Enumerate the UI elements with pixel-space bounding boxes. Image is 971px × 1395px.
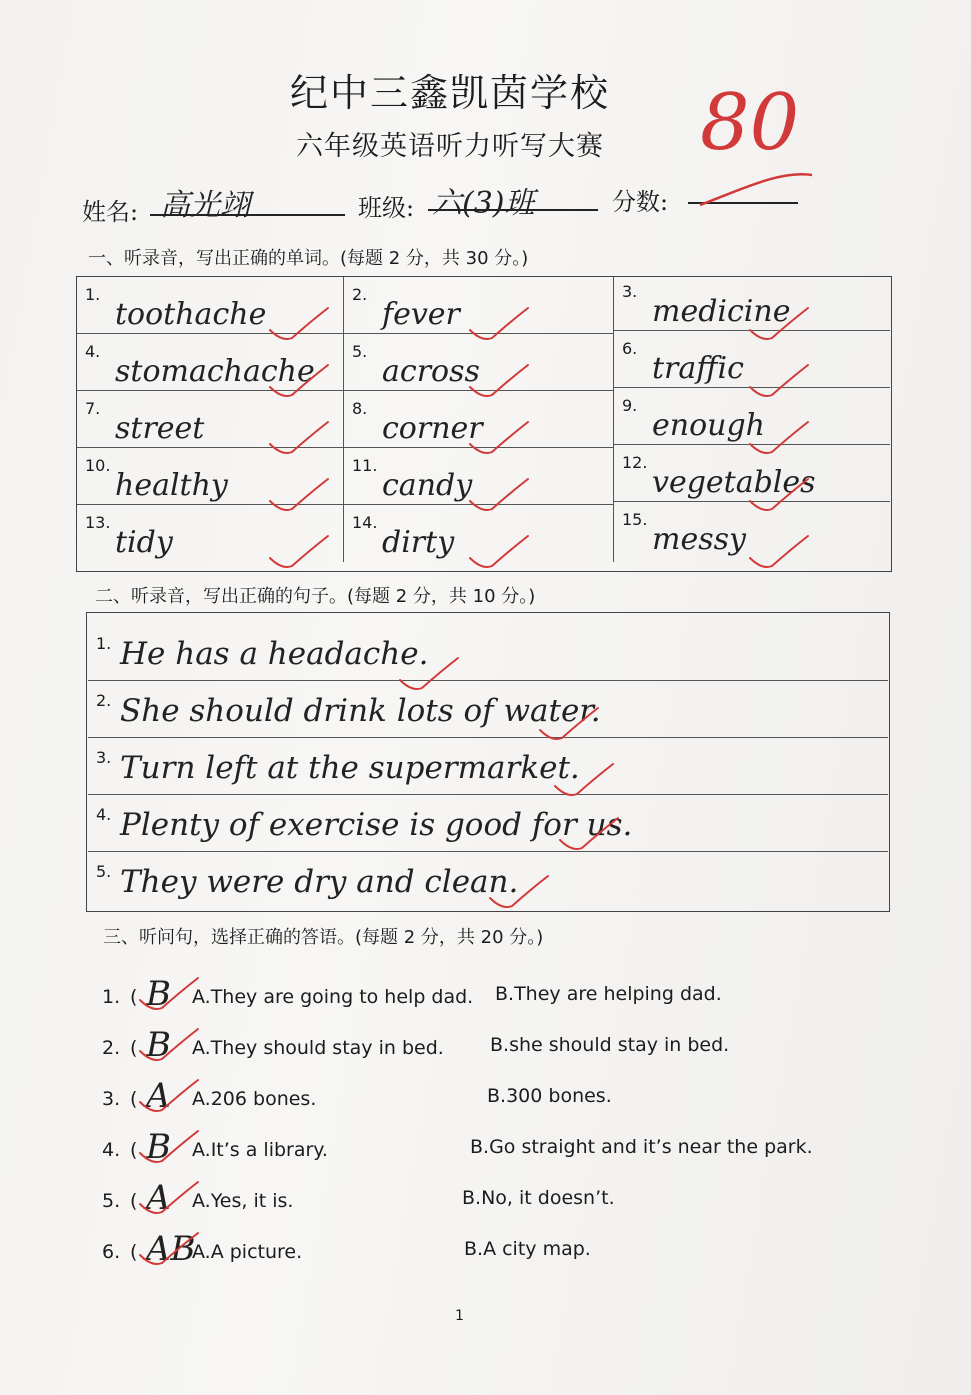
word-number: 6.	[622, 339, 638, 358]
sentence-line	[88, 852, 888, 909]
option-b: B.They are helping dad.	[495, 983, 722, 1005]
contest-title: 六年级英语听力听写大赛	[296, 131, 604, 162]
word-number: 9.	[622, 396, 638, 415]
answer-paren: (	[130, 1037, 138, 1059]
sentence-number: 5.	[96, 862, 112, 881]
handwritten-answer: B	[146, 974, 171, 1014]
handwritten-word: fever	[382, 297, 460, 332]
word-cell	[344, 334, 614, 391]
handwritten-answer: B	[146, 1025, 171, 1065]
answer-paren: (	[130, 986, 138, 1008]
word-cell	[77, 277, 344, 334]
word-cell	[344, 505, 614, 562]
sentence-number: 3.	[96, 748, 112, 767]
option-a: A.They should stay in bed.	[192, 1037, 444, 1059]
name-underline	[150, 214, 345, 216]
word-cell	[344, 277, 614, 334]
word-number: 12.	[622, 453, 648, 472]
word-cell	[344, 391, 614, 448]
word-number: 15.	[622, 510, 648, 529]
handwritten-word: street	[115, 411, 205, 446]
option-b: B.A city map.	[464, 1238, 591, 1260]
handwritten-word: medicine	[652, 294, 791, 329]
handwritten-word: toothache	[115, 297, 267, 332]
name-value: 高光翊	[160, 188, 250, 223]
option-a: A.A picture.	[192, 1241, 303, 1263]
page-number: 1	[455, 1308, 464, 1324]
answer-paren: (	[130, 1139, 138, 1161]
option-b: B.she should stay in bed.	[490, 1034, 730, 1056]
word-cell	[614, 274, 890, 331]
handwritten-answer: A	[146, 1076, 171, 1116]
sentence-line	[88, 681, 888, 738]
choice-item	[102, 1076, 862, 1128]
word-cell	[614, 388, 890, 445]
answer-paren: (	[130, 1241, 138, 1263]
handwritten-sentence: He has a headache.	[120, 636, 429, 672]
word-cell	[77, 505, 344, 562]
sentence-line	[88, 738, 888, 795]
handwritten-sentence: They were dry and clean.	[120, 864, 519, 900]
handwritten-word: messy	[652, 522, 746, 557]
handwritten-word: dirty	[382, 525, 455, 560]
option-b: B.Go straight and it’s near the park.	[470, 1136, 813, 1158]
sentence-number: 1.	[96, 634, 112, 653]
choice-number: 5.	[102, 1190, 121, 1212]
answer-paren: (	[130, 1088, 138, 1110]
handwritten-word: corner	[382, 411, 483, 446]
choice-number: 2.	[102, 1037, 121, 1059]
handwritten-word: vegetables	[652, 465, 816, 500]
word-cell	[77, 391, 344, 448]
word-number: 2.	[352, 285, 368, 304]
handwritten-word: stomachache	[115, 354, 315, 389]
handwritten-word: traffic	[652, 351, 744, 386]
section1-title: 一、听录音，写出正确的单词。(每题 2 分，共 30 分。)	[88, 248, 529, 269]
choice-item	[102, 974, 862, 1026]
handwritten-answer: B	[146, 1127, 171, 1167]
word-cell	[614, 445, 890, 502]
word-cell	[344, 448, 614, 505]
handwritten-word: tidy	[115, 525, 173, 560]
word-cell	[614, 331, 890, 388]
option-a: A.It’s a library.	[192, 1139, 328, 1161]
choice-number: 3.	[102, 1088, 121, 1110]
word-number: 10.	[85, 456, 111, 475]
class-label: 班级:	[358, 194, 415, 222]
word-number: 7.	[85, 399, 101, 418]
handwritten-sentence: Plenty of exercise is good for us.	[120, 807, 633, 843]
word-number: 3.	[622, 282, 638, 301]
score-slash-mark	[700, 174, 812, 205]
score-label: 分数:	[612, 188, 669, 216]
word-cell	[614, 502, 890, 559]
handwritten-word: healthy	[115, 468, 228, 503]
word-number: 5.	[352, 342, 368, 361]
sentence-number: 2.	[96, 691, 112, 710]
sentence-number: 4.	[96, 805, 112, 824]
handwritten-sentence: Turn left at the supermarket.	[120, 750, 580, 786]
handwritten-word: across	[382, 354, 480, 389]
sentence-line	[88, 795, 888, 852]
section2-title: 二、听录音，写出正确的句子。(每题 2 分，共 10 分。)	[95, 586, 536, 607]
choice-item	[102, 1025, 862, 1077]
handwritten-word: candy	[382, 468, 473, 503]
word-cell	[77, 334, 344, 391]
score-value: 80	[700, 78, 800, 168]
word-number: 13.	[85, 513, 111, 532]
option-b: B.300 bones.	[487, 1085, 612, 1107]
handwritten-answer: A	[146, 1178, 171, 1218]
handwritten-answer: AB	[146, 1229, 196, 1269]
class-underline	[428, 209, 598, 211]
sentence-line	[88, 624, 888, 681]
school-title: 纪中三鑫凯茵学校	[289, 71, 610, 115]
word-number: 11.	[352, 456, 378, 475]
word-number: 14.	[352, 513, 378, 532]
word-number: 8.	[352, 399, 368, 418]
choice-number: 6.	[102, 1241, 121, 1263]
choice-item	[102, 1178, 862, 1230]
choice-item	[102, 1127, 862, 1179]
option-b: B.No, it doesn’t.	[462, 1187, 615, 1209]
word-grid	[76, 276, 892, 572]
answer-paren: (	[130, 1190, 138, 1212]
choice-item	[102, 1229, 862, 1281]
choice-number: 1.	[102, 986, 121, 1008]
option-a: A.206 bones.	[192, 1088, 317, 1110]
class-value: 六(3)班	[432, 186, 535, 221]
name-label: 姓名:	[82, 198, 139, 226]
option-a: A.They are going to help dad.	[192, 986, 474, 1008]
word-number: 1.	[85, 285, 101, 304]
choice-number: 4.	[102, 1139, 121, 1161]
handwritten-sentence: She should drink lots of water.	[120, 693, 601, 729]
word-number: 4.	[85, 342, 101, 361]
section3-title: 三、听问句，选择正确的答语。(每题 2 分，共 20 分。)	[103, 927, 544, 948]
handwritten-word: enough	[652, 408, 765, 443]
word-cell	[77, 448, 344, 505]
option-a: A.Yes, it is.	[192, 1190, 294, 1212]
score-underline	[688, 202, 798, 204]
